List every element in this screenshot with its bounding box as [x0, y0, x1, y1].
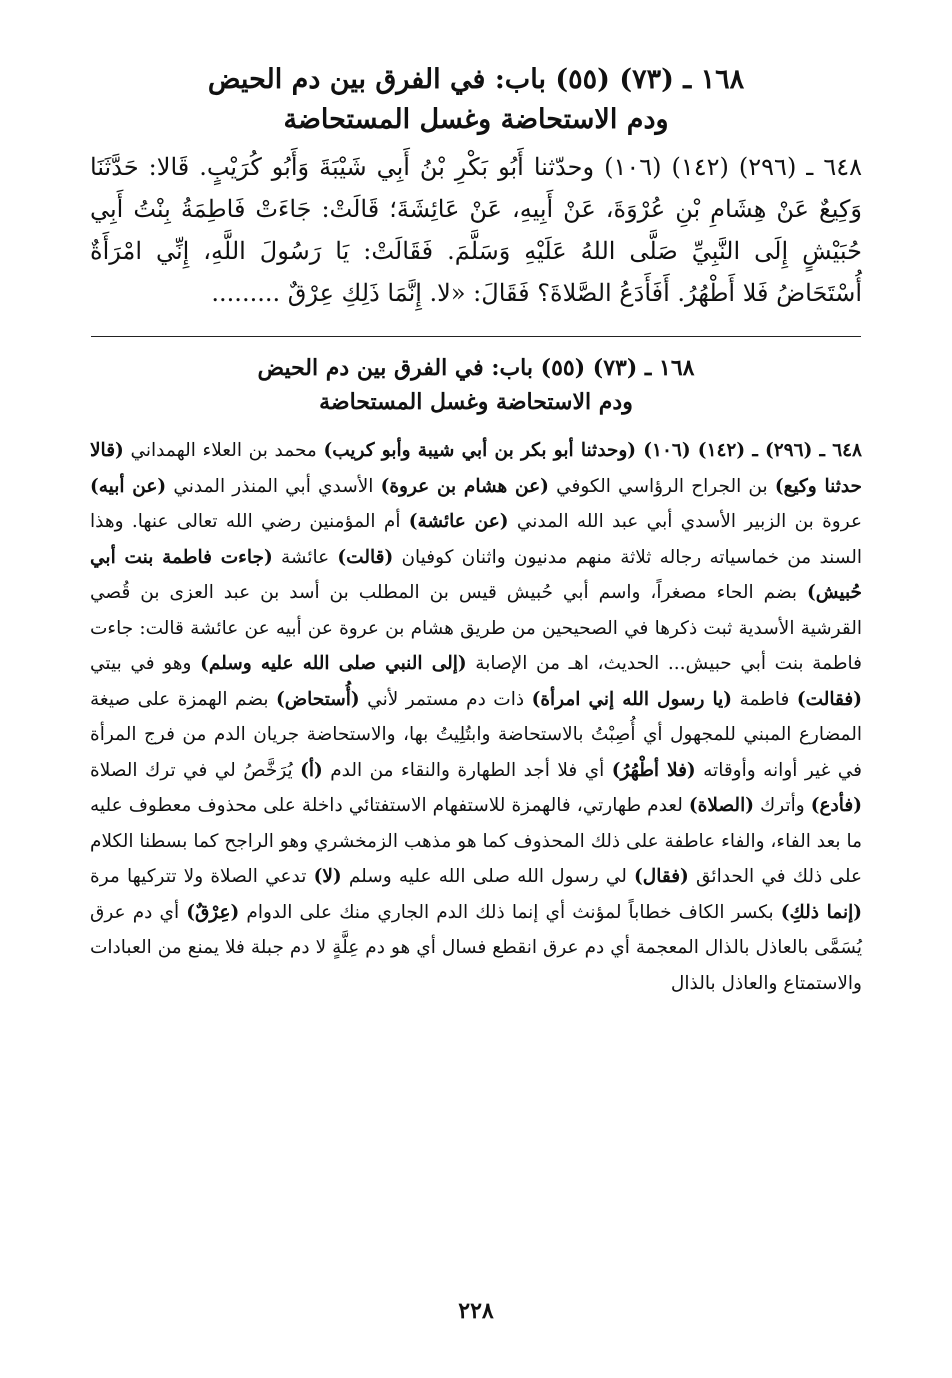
commentary-text: تدعي الصلاة ولا تتركيها مرة: [90, 866, 314, 887]
hadith-text: ٦٤٨ ـ (٢٩٦) (١٤٢) (١٠٦) وحدّثنا أَبُو بَكْرِ بْنُ أَبِي شَيْبَةَ وَأَبُو كُرَيْبٍ. قَالا: حَدَّثَنَا وَكِيعٌ عَنْ هِشَامِ بْنِ عُرْوَةَ، عَنْ أَبِيهِ، عَنْ عَائِشَةَ؛ قَالَتْ: جَاءَتْ فَاطِمَةُ بِنْتُ أَبِي حُبَيْشٍ إِلَى النَّبِيِّ صَلَّى اللهُ عَلَيْهِ وَسَلَّمَ. فَقَالَتْ: يَا رَسُولَ اللَّهِ، إِنِّي امْرَأَةٌ أُسْتَحَاضُ فَلا أَطْهُرُ. أَفَأَدَعُ الصَّلاةَ؟ فَقَالَ: «لا. إِنَّمَا ذَلِكِ عِرْقٌ .........: [90, 153, 863, 307]
commentary-quote: (فقالت): [796, 688, 862, 710]
commentary-quote: (إنما ذلكِ): [780, 901, 862, 923]
commentary-text: وأترك: [753, 795, 811, 816]
commentary-text: بضم الهمزة على صيغة المضارع المبني للمجهول أي أُصِبْتُ بالاستحاضة وابتُلِيتُ بها، والاستحاضة جريان الدم من فرج المرأة في غير أوانه وأوقاته: [90, 688, 862, 781]
commentary-text: فاطمة: [732, 688, 797, 710]
commentary-text: بكسر الكاف خطاباً لمؤنث أي إنما ذلك الدم الجاري منك على الدوام: [239, 901, 781, 923]
commentary-text: أي فلا أجد الطهارة والنقاء من الدم: [322, 759, 612, 781]
commentary-text: يُرَخَّصُ لي في ترك الصلاة: [90, 759, 301, 781]
commentary-quote: (أ): [300, 759, 323, 781]
commentary-quote: ٦٤٨ ـ (٢٩٦) ـ (١٤٢) (١٠٦) (وحدثنا أبو بكر بن أبي شيبة وأبو كريب): [323, 440, 862, 461]
commentary-quote: (عن أبيه): [90, 475, 167, 497]
commentary-heading-line2: ودم الاستحاضة وغسل المستحاضة: [319, 389, 633, 415]
commentary-quote: (أُستحاض): [276, 688, 360, 710]
hadith-section: [90, 60, 862, 314]
commentary-section: [90, 351, 862, 1001]
commentary-text: بضم الحاء مصغراً، واسم أبي حُبيش قيس بن المطلب بن أسد بن عبد العزى بن قُصي القرشية الأسدية ثبت ذكرها في الصحيحين من طريق هشام بن عروة عن أبيه عن عائشة قالت: جاءت فاطمة بنت أبي حبيش... الحديث، اهـ من الإصابة: [90, 582, 862, 674]
commentary-text: وهو في بيتي: [90, 653, 201, 674]
chapter-heading-line2: ودم الاستحاضة وغسل المستحاضة: [283, 104, 669, 135]
commentary-quote: (يا رسول الله إني امرأة): [531, 688, 733, 710]
commentary-quote: (عن هشام بن عروة): [380, 475, 549, 497]
commentary-text: ذات دم مستمر لأني: [359, 688, 532, 710]
commentary-text: لي رسول الله صلى الله عليه وسلم: [341, 866, 635, 887]
chapter-heading-line1: ١٦٨ ـ (٧٣) (٥٥) باب: في الفرق بين دم الحيض: [207, 64, 745, 95]
page-number: ٢٢٨: [458, 1298, 494, 1324]
commentary-text: أي دم عرق يُسَمَّى بالعاذل بالذال المعجمة أي دم عرق انقطع فسال أي هو دم عِلَّةٍ لا دم جبلة فلا يمنع من العبادات والاستمتاع والعاذل بالذال: [90, 901, 862, 994]
commentary-paragraph: [90, 433, 862, 1001]
commentary-quote: (جاءت فاطمة بنت أبي حُبيش): [90, 546, 862, 603]
commentary-quote: (عِرْقٌ): [186, 901, 240, 923]
commentary-quote: (فلا أطْهُرُ): [611, 759, 696, 781]
commentary-quote: (الصلاة): [688, 795, 754, 816]
commentary-quote: (قالت): [337, 546, 394, 568]
separator-rule: [91, 336, 861, 337]
commentary-quote: (فأدع): [810, 795, 862, 816]
commentary-heading-line1: ١٦٨ ـ (٧٣) (٥٥) باب: في الفرق بين دم الحيض: [257, 355, 695, 381]
commentary-quote: (عن عائشة): [408, 511, 509, 532]
commentary-text: أم المؤمنين رضي الله تعالى عنها. وهذا السند من خماسياته رجاله ثلاثة منهم مدنيون واثنان كوفيان: [90, 511, 863, 568]
commentary-text: لعدم طهارتي، فالهمزة للاستفهام الاستفتائي داخلة على محذوف معطوف عليه ما بعد الفاء، والفاء عاطفة على ذلك المحذوف كما هو مذهب الزمخشري وهو الراجح كما بسطنا الكلام على ذلك في الحدائق: [90, 795, 862, 887]
commentary-quote: (إلى النبي صلى الله عليه وسلم): [200, 653, 467, 674]
commentary-quote: (فقال): [634, 866, 689, 887]
commentary-text: عروة بن الزبير الأسدي أبي عبد الله المدني: [508, 511, 862, 532]
commentary-text: بن الجراح الرؤاسي الكوفي: [548, 475, 775, 497]
commentary-quote: (لا): [313, 866, 342, 887]
commentary-quote: (قالا حدثنا وكيع): [90, 440, 862, 497]
commentary-text: محمد بن العلاء الهمداني: [123, 440, 324, 461]
commentary-text: الأسدي أبي المنذر المدني: [166, 475, 381, 497]
commentary-text: عائشة: [272, 546, 338, 568]
